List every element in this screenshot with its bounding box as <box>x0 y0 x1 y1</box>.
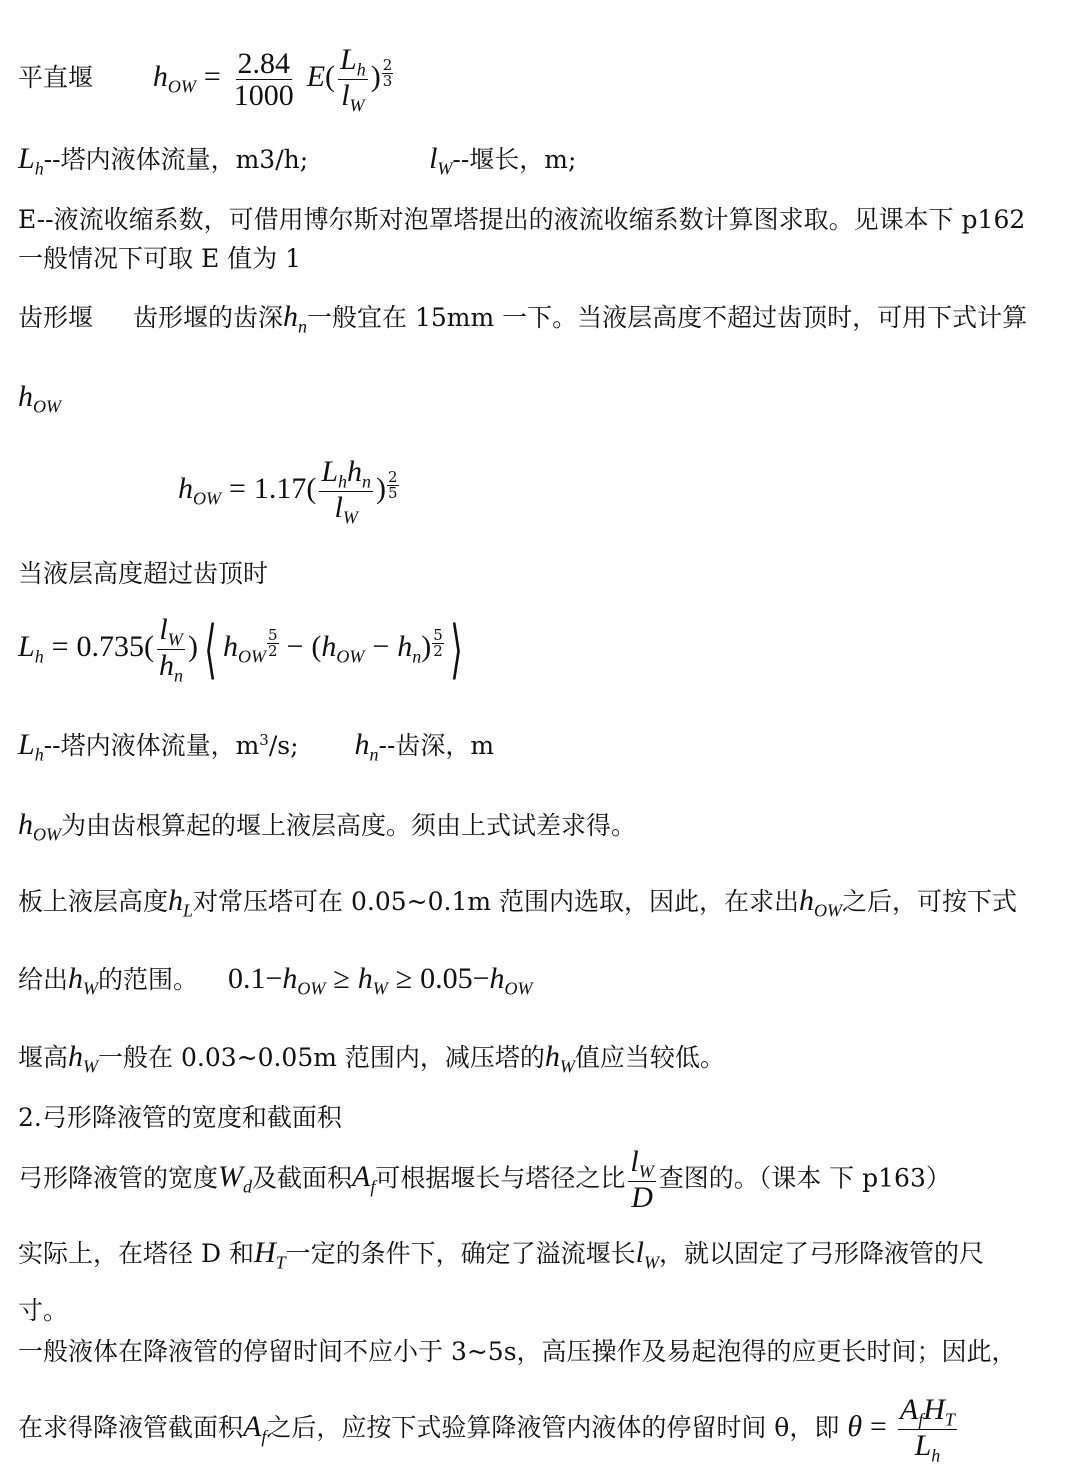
text-line: 一般情况下可取 E 值为 1 <box>18 244 301 273</box>
text-line: 寸。 <box>18 1296 69 1325</box>
text-line: E--液流收缩系数，可借用博尔斯对泡罩塔提出的液流收缩系数计算图求取。见课本下 p162 <box>18 205 1026 234</box>
text-line: 弓形降液管的宽度$W_d$及截面积$A_f$可根据堰长与塔径之比 $\frac{l_W}{D}$ 查图的。（课本 下 p163） <box>18 1145 951 1215</box>
fraction: $\frac{2.84}{1000}$ <box>233 46 294 113</box>
section-heading: 2.弓形降液管的宽度和截面积 <box>18 1103 342 1132</box>
flat-weir-label: 平直堰 <box>18 63 94 93</box>
formula-flat-weir: 平直堰 $h_{OW}$ = $\frac{2.84}{1000}$ E( $\frac{L_h}{l_W}$ ) $\frac{2}{3}$ <box>18 43 393 116</box>
tooth-weir-line: 齿形堰 齿形堰的齿深$h_n$一般宜在 15mm 一下。当液层高度不超过齿顶时，可用下式计算 <box>18 300 1028 337</box>
text-line: 实际上，在塔径 D 和$H_T$一定的条件下，确定了溢流堰长$l_W$，就以固定了弓形降液管的尺 <box>18 1236 985 1273</box>
formula-tooth-weir: $h_{OW} = 1.17$( $\frac{L_hh_n}{l_W}$ ) $\frac{2}{5}$ <box>178 455 398 528</box>
symbol-how: $h_{OW}$ <box>18 380 61 417</box>
text-line: 在求得降液管截面积$A_f$之后，应按下式验算降液管内液体的停留时间 θ，即 θ = $\frac{A_fH_T}{L_h}$ <box>18 1393 955 1466</box>
inequality-line: 给出$h_W$的范围。 $0.1-h_{OW} \ge h_W \ge 0.05-h_{OW}$ <box>18 962 533 999</box>
text-line: 当液层高度超过齿顶时 <box>18 559 269 588</box>
text-line: 堰高$h_W$一般在 0.03~0.05m 范围内，减压塔的$h_W$值应当较低。 <box>18 1040 725 1077</box>
text-line: 板上液层高度$h_L$对常压塔可在 0.05~0.1m 范围内选取，因此，在求出$h_{OW}$之后，可按下式 <box>18 884 1018 921</box>
definition-line-1: $L_h--$塔内液体流量，m3/h; $l_W--$堰长，m; <box>18 142 577 179</box>
text-line: $h_{OW}$为由齿根算起的堰上液层高度。须由上式试差求得。 <box>18 808 637 845</box>
formula-overflow: $L_h = 0.735$( $\frac{l_W}{h_n}$ )⟨ $h_{OW}$ $\frac{5}{2}$ − $(h_{OW} - h_n)$ $\frac{5}{2}$ ⟩ <box>18 612 463 687</box>
definition-line-2: $L_h--$塔内液体流量，$m^3/s$; $h_n--$齿深，m <box>18 728 495 765</box>
text-line: 一般液体在降液管的停留时间不应小于 3~5s，高压操作及易起泡得的应更长时间；因此， <box>18 1337 1017 1366</box>
